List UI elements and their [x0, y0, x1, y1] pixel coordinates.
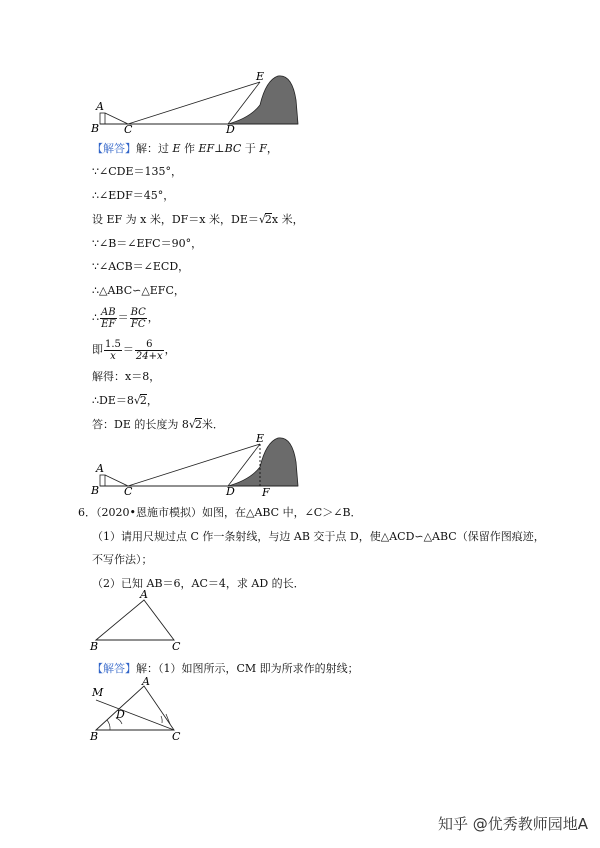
numerator: 6: [135, 339, 164, 351]
denominator: EF: [101, 318, 116, 330]
triangle-figure: [88, 588, 188, 652]
solution-line-6: ∵∠ACB＝∠ECD，: [92, 260, 190, 273]
label-d: D: [226, 123, 235, 134]
sqrt-value: 2: [264, 213, 272, 226]
text: ∴DE＝8: [92, 394, 134, 407]
fraction: [100, 307, 117, 330]
watermark: 知乎 @优秀教师园地A: [437, 815, 588, 833]
label-b: B: [91, 122, 100, 134]
label-c: C: [172, 640, 181, 652]
denominator: x: [110, 350, 116, 362]
arc-b: [107, 720, 110, 730]
label-e: E: [256, 432, 265, 445]
answer-tag: 【解答】: [92, 662, 136, 675]
label-f: F: [262, 486, 270, 498]
math: EF: [198, 142, 215, 155]
label-m: M: [92, 686, 104, 699]
solution-line-1: [92, 142, 278, 156]
label-b: B: [90, 730, 99, 743]
sqrt-value: 2: [139, 394, 147, 407]
label-a: A: [142, 675, 150, 688]
solution-line-11: ∴DE＝8√2，: [92, 394, 158, 407]
text: ，: [164, 343, 176, 356]
label-b: B: [90, 640, 99, 652]
label-b: B: [91, 484, 100, 497]
text: 答：DE 的长度为 8: [92, 418, 189, 431]
ray-cm: [96, 700, 174, 730]
numerator: AB: [101, 306, 116, 318]
label-d: D: [116, 708, 125, 721]
pole-rect: [100, 113, 105, 124]
problem-stem: 如图，在△ABC 中，∠C＞∠B．: [201, 506, 362, 519]
problem-6-part2: （2）已知 AB＝6，AC＝4，求 AD 的长．: [92, 577, 305, 590]
pole-rect: [100, 475, 105, 486]
construction-figure: [88, 674, 188, 746]
solution-line-12: 答：DE 的长度为 8√2米．: [92, 418, 224, 431]
answer-tag: 【解答】: [92, 142, 136, 155]
solution-line-2: ∵∠CDE＝135°，: [92, 165, 182, 178]
figure-2-diagram: [88, 432, 308, 498]
problem-6-stem: [78, 506, 362, 520]
text: 米．: [201, 418, 224, 431]
text: ，: [146, 394, 158, 407]
text: ，: [266, 142, 278, 155]
text: ⊥: [214, 142, 225, 155]
numerator: BC: [130, 306, 146, 318]
text: ∴: [92, 311, 99, 324]
solution-line-7: ∴△ABC∽△EFC，: [92, 284, 185, 297]
mountain-shape: [228, 438, 298, 486]
text: ＝: [122, 343, 134, 356]
label-c: C: [172, 730, 181, 743]
label-a: A: [140, 588, 148, 601]
text: 即: [92, 343, 103, 356]
ray-ce: [128, 82, 260, 124]
arc-c: [161, 716, 162, 723]
text: 设 EF 为 x 米，DF＝x 米，DE＝: [92, 213, 259, 226]
sqrt-value: 2: [194, 418, 202, 431]
fraction: [104, 339, 122, 362]
math: F: [259, 142, 267, 155]
solution-line-8: [92, 306, 159, 330]
text: 解：过: [136, 142, 173, 155]
text: ＝: [117, 311, 129, 324]
label-e: E: [256, 70, 265, 83]
label-d: D: [226, 485, 235, 498]
denominator: 24+x: [135, 350, 163, 362]
text: 于: [241, 142, 260, 155]
triangle-abc: [96, 686, 174, 730]
problem-source: （2020•恩施市模拟）: [96, 506, 202, 519]
label-c: C: [124, 123, 133, 134]
solution-line-4: 设 EF 为 x 米，DF＝x 米，DE＝√2x 米，: [92, 213, 304, 226]
text: 作: [180, 142, 199, 155]
problem-6-part1a: （1）请用尺规过点 C 作一条射线，与边 AB 交于点 D，使△ACD∽△ABC（保留作图痕迹，: [92, 530, 545, 543]
text: x 米，: [271, 213, 304, 226]
solution-line-10: 解得：x＝8，: [92, 370, 161, 383]
text: ，: [147, 311, 159, 324]
label-a: A: [96, 100, 104, 113]
solution-line-3: ∴∠EDF＝45°，: [92, 189, 175, 202]
denominator: FC: [130, 318, 146, 330]
numerator: 1.5: [105, 338, 121, 350]
solution-line-5: ∵∠B＝∠EFC＝90°，: [92, 237, 203, 250]
problem-number: 6．: [78, 506, 96, 519]
fraction: [130, 307, 147, 330]
fraction: [135, 339, 164, 362]
math: BC: [224, 142, 242, 155]
label-a: A: [96, 462, 104, 475]
answer-text: 解：（1）如图所示，CM 即为所求作的射线；: [136, 662, 359, 675]
figure-1-diagram: [88, 70, 308, 134]
triangle-abc: [96, 600, 174, 640]
solution-line-9: [92, 338, 176, 362]
label-c: C: [124, 485, 133, 498]
problem-6-part1b: 不写作法）；: [92, 553, 153, 566]
math: E: [172, 142, 181, 155]
mountain-shape: [228, 76, 298, 124]
ray-ce: [128, 444, 260, 486]
